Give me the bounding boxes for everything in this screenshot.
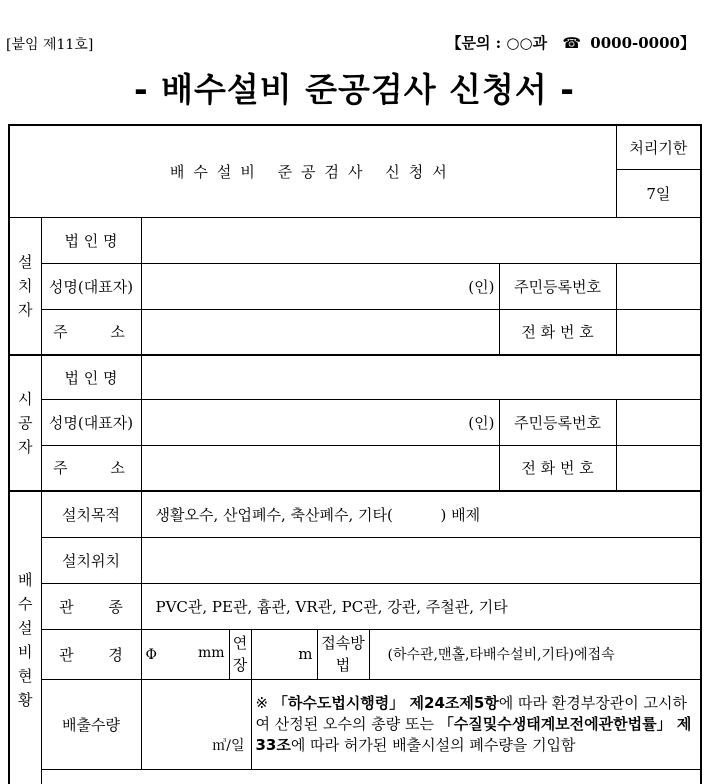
contractor-category [9, 355, 41, 491]
address-label-text: 주 소 [53, 323, 129, 342]
purpose-label: 설치목적 [41, 491, 141, 537]
contractor-corp-field[interactable] [141, 355, 701, 399]
application-form [8, 124, 702, 784]
contractor-category-char: 자 [18, 438, 33, 456]
facility-category-char: 비 [18, 643, 33, 662]
contractor-category-char: 시 [18, 390, 33, 408]
processing-period-value: 7일 [616, 169, 701, 217]
installer-address-label [41, 309, 141, 355]
installer-name-label: 성명(대표자) [41, 263, 141, 309]
installer-category-char: 자 [18, 300, 33, 319]
contractor-category-char: 공 [18, 414, 33, 432]
facility-category-char: 황 [18, 691, 33, 710]
installer-address-field[interactable] [141, 309, 499, 355]
discharge-label: 배출수량 [41, 679, 141, 769]
installer-id-field[interactable] [616, 263, 701, 309]
contractor-address-field[interactable] [141, 445, 499, 491]
contractor-phone-label: 전 화 번 호 [499, 445, 616, 491]
contractor-address-label [41, 445, 141, 491]
extension-label-line: 장 [232, 656, 248, 674]
attachment-number: [붙임 제11호] [6, 37, 94, 53]
contractor-id-label: 주민등록번호 [499, 399, 616, 445]
contact-phone: 0000-0000】 [590, 34, 695, 52]
note-law-ref: 「수질및수생태계보전에관한법률」 제33조 [255, 714, 692, 754]
connection-label-line: 법 [335, 656, 351, 674]
seal-mark: (인) [468, 413, 495, 432]
installer-category-char: 치 [18, 276, 33, 295]
pipe-type-label: 관 종 [41, 583, 141, 629]
address-label-text: 주 소 [53, 459, 129, 478]
contractor-phone-field[interactable] [616, 445, 701, 491]
connection-label [317, 629, 369, 679]
extension-label-line: 연 [232, 634, 248, 652]
installer-name-field[interactable] [141, 263, 499, 309]
note-mark: ※ [255, 693, 269, 712]
pipe-type-field[interactable]: PVC관, PE관, 흄관, VR관, PC관, 강관, 주철관, 기타 [141, 583, 701, 629]
form-title: 배수설비 준공검사 신청서 [9, 125, 616, 217]
installer-corp-field[interactable] [141, 217, 701, 263]
discharge-field[interactable] [141, 679, 251, 769]
diameter-unit: mm [197, 645, 225, 661]
facility-category-char: 설 [18, 619, 33, 638]
top-bar [0, 30, 709, 54]
connection-label-line: 접속방 [321, 634, 365, 652]
extension-unit: m [298, 645, 313, 663]
contractor-name-field[interactable] [141, 399, 499, 445]
note-law-ref: 「하수도법시행령」 제24조제5항 [272, 693, 499, 712]
location-label: 설치위치 [41, 537, 141, 583]
connection-field[interactable]: (하수관,맨홀,타배수설비,기타)에접속 [369, 629, 701, 679]
contractor-corp-label: 법 인 명 [41, 355, 141, 399]
contractor-name-label: 성명(대표자) [41, 399, 141, 445]
facility-category [9, 491, 41, 784]
discharge-note [251, 679, 701, 769]
facility-category-char: 수 [18, 595, 33, 614]
page-title: - 배수설비 준공검사 신청서 - [133, 70, 575, 109]
installer-corp-label: 법 인 명 [41, 217, 141, 263]
installer-id-label: 주민등록번호 [499, 263, 616, 309]
installer-phone-label: 전 화 번 호 [499, 309, 616, 355]
note-text: 에 따라 환경부장관이 고시하여 산정된 오수의 총량 또는 [255, 693, 687, 733]
installer-category-char: 설 [18, 252, 33, 271]
contact-department: 【문의 : ○○과 [446, 34, 548, 52]
diameter-label: 관 경 [41, 629, 141, 679]
diameter-field[interactable] [141, 629, 229, 679]
extension-field[interactable] [251, 629, 317, 679]
phone-icon: ☎ [562, 34, 582, 52]
continued-row [41, 769, 701, 784]
contractor-id-field[interactable] [616, 399, 701, 445]
extension-label [229, 629, 251, 679]
facility-category-char: 배 [18, 571, 33, 590]
diameter-symbol: Φ [145, 647, 157, 663]
contact-info [446, 32, 695, 53]
installer-phone-field[interactable] [616, 309, 701, 355]
seal-mark: (인) [468, 277, 495, 296]
installer-category [9, 217, 41, 355]
discharge-unit: ㎥/일 [212, 737, 245, 754]
location-field[interactable] [141, 537, 701, 583]
facility-category-char: 현 [18, 667, 33, 686]
processing-period-label: 처리기한 [616, 125, 701, 169]
purpose-field[interactable]: 생활오수, 산업폐수, 축산폐수, 기타( ) 배제 [141, 491, 701, 537]
note-text: 에 따라 허가된 배출시설의 폐수량을 기입함 [290, 735, 576, 754]
